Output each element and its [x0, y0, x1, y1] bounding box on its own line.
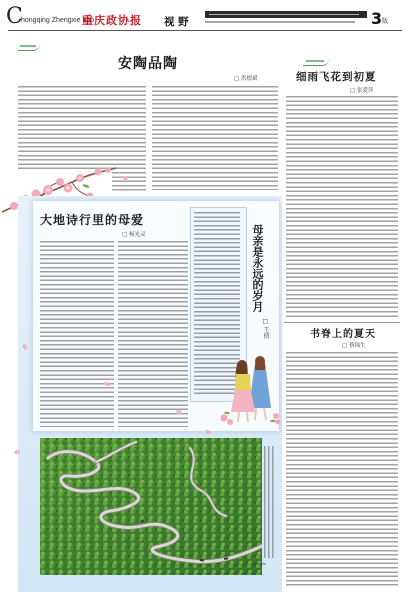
headline-xiyu: 细雨飞花到初夏 — [296, 71, 377, 83]
section-title: 视 野 — [164, 16, 189, 28]
masthead-rule — [8, 30, 402, 31]
masthead — [0, 0, 410, 32]
masthead-initial: C — [6, 4, 23, 29]
byline-xiyu: □ 张爱萍 — [350, 88, 374, 94]
body-text-column — [286, 352, 398, 586]
masthead-latin: hongqing Zhengxie bao — [21, 17, 95, 24]
section-label-left-mark — [20, 45, 36, 47]
photo-credit — [252, 563, 266, 567]
header-info-text — [209, 14, 359, 15]
body-text-column — [118, 241, 188, 427]
section-label-right — [303, 59, 329, 66]
column-divider — [284, 322, 400, 323]
page-suffix: 版 — [382, 18, 389, 25]
byline-muqin: □ 王倩 — [262, 318, 269, 339]
byline-shuji: □ 蔡锦生 — [342, 343, 366, 349]
winding-mountain-road-photo — [40, 438, 262, 575]
section-label-right-mark — [306, 60, 324, 62]
headline-an-tao: 安陶品陶 — [118, 56, 178, 72]
page-number: 3 — [371, 9, 383, 28]
header-info-subline — [205, 21, 355, 23]
byline-dadi: □ 杨光灵 — [122, 232, 146, 238]
headline-shuji: 书脊上的夏天 — [310, 329, 376, 340]
photo-caption — [264, 446, 276, 558]
body-text-column — [152, 86, 278, 190]
mother-daughter-illustration — [220, 352, 282, 426]
body-text-column — [18, 86, 146, 170]
body-text-column — [286, 96, 398, 318]
byline-an-tao: □ 洪德斌 — [234, 76, 258, 82]
body-text-column — [40, 241, 114, 427]
headline-muqin: 母亲是永远的岁月 — [251, 224, 264, 312]
newspaper-logo: 重庆政协报 — [82, 14, 142, 27]
header-info-bar — [205, 11, 367, 18]
headline-dadi: 大地诗行里的母爱 — [40, 213, 145, 227]
section-label-left — [18, 44, 40, 51]
